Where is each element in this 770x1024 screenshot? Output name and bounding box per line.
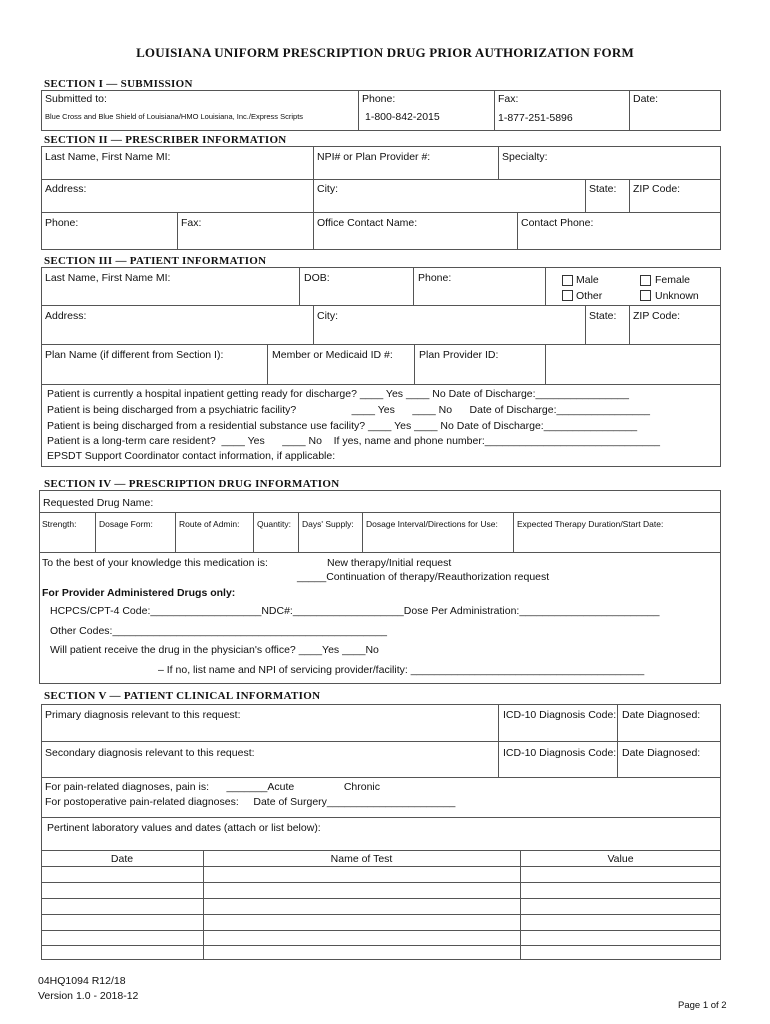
other-gender-label: Other [576,290,603,302]
male-checkbox[interactable] [562,275,573,286]
hcpcs-ndc-dose-fields[interactable]: HCPCS/CPT-4 Code:___________________NDC#:___________________Dose Per Administration:________________________ [50,605,660,617]
long-term-care-question[interactable]: Patient is a long-term care resident? ____ Yes ____ No If yes, name and phone number:______________________________ [47,435,660,447]
secondary-date-diagnosed-field[interactable]: Date Diagnosed: [622,747,701,759]
unknown-gender-checkbox[interactable] [640,290,651,301]
patient-state-field[interactable]: State: [589,310,617,322]
servicing-provider-field[interactable]: – If no, list name and NPI of servicing provider/facility: ________________________________________ [158,664,645,676]
prescriber-npi-field[interactable]: NPI# or Plan Provider #: [317,151,431,163]
physician-office-question[interactable]: Will patient receive the drug in the physician's office? ____Yes ____No [50,644,379,656]
medication-status-label: To the best of your knowledge this medication is: [42,557,268,569]
expected-therapy-field[interactable]: Expected Therapy Duration/Start Date: [517,519,664,529]
male-label: Male [576,274,599,286]
pain-type-field[interactable]: For pain-related diagnoses, pain is: _______Acute Chronic [45,781,381,793]
section-3-heading: SECTION III — PATIENT INFORMATION [44,255,267,267]
plan-name-field[interactable]: Plan Name (if different from Section I): [45,349,224,361]
primary-icd10-field[interactable]: ICD-10 Diagnosis Code: [503,709,617,721]
drug-name-field[interactable]: Requested Drug Name: [43,497,154,509]
route-of-admin-field[interactable]: Route of Admin: [179,519,240,529]
submission-date-field[interactable]: Date: [633,93,659,105]
submission-phone-label: Phone: [362,93,396,105]
prescriber-state-field[interactable]: State: [589,183,617,195]
form-title: LOUISIANA UNIFORM PRESCRIPTION DRUG PRIOR AUTHORIZATION FORM [136,45,634,60]
inpatient-discharge-question[interactable]: Patient is currently a hospital inpatient getting ready for discharge? ____ Yes ____ No Date of Discharge:________________ [47,388,629,400]
other-gender-checkbox[interactable] [562,290,573,301]
lab-col-value: Value [607,853,634,865]
lab-values-label: Pertinent laboratory values and dates (attach or list below): [47,822,321,834]
submission-fax-value: 1-877-251-5896 [498,112,573,124]
section-2-heading: SECTION II — PRESCRIBER INFORMATION [44,134,287,146]
epsdt-coordinator-field[interactable]: EPSDT Support Coordinator contact information, if applicable: [47,450,336,462]
primary-date-diagnosed-field[interactable]: Date Diagnosed: [622,709,701,721]
days-supply-field[interactable]: Days' Supply: [302,519,354,529]
submitted-to-label: Submitted to: [45,93,107,105]
prescriber-zip-field[interactable]: ZIP Code: [633,183,681,195]
section-1-heading: SECTION I — SUBMISSION [44,78,193,90]
section-5-heading: SECTION V — PATIENT CLINICAL INFORMATION [44,690,321,702]
submission-fax-label: Fax: [498,93,519,105]
primary-diagnosis-field[interactable]: Primary diagnosis relevant to this request: [45,709,241,721]
prescriber-fax-field[interactable]: Fax: [181,217,202,229]
strength-field[interactable]: Strength: [42,519,77,529]
office-contact-field[interactable]: Office Contact Name: [317,217,418,229]
psychiatric-discharge-question[interactable]: Patient is being discharged from a psychiatric facility? ____ Yes ____ No Date of Discharge:________________ [47,404,650,416]
patient-phone-field[interactable]: Phone: [418,272,452,284]
submission-phone-value: 1-800-842-2015 [365,111,440,123]
plan-provider-id-field[interactable]: Plan Provider ID: [419,349,499,361]
dosage-interval-field[interactable]: Dosage Interval/Directions for Use: [366,519,498,529]
female-label: Female [655,274,691,286]
continuation-therapy-option[interactable]: _____Continuation of therapy/Reauthorization request [297,571,550,583]
patient-city-field[interactable]: City: [317,310,338,322]
patient-name-field[interactable]: Last Name, First Name MI: [45,272,171,284]
dosage-form-field[interactable]: Dosage Form: [99,519,153,529]
patient-address-field[interactable]: Address: [45,310,87,322]
form-code: 04HQ1094 R12/18 [38,975,126,987]
prescriber-specialty-field[interactable]: Specialty: [502,151,548,163]
prescriber-phone-field[interactable]: Phone: [45,217,79,229]
patient-zip-field[interactable]: ZIP Code: [633,310,681,322]
unknown-gender-label: Unknown [655,290,699,302]
member-id-field[interactable]: Member or Medicaid ID #: [272,349,393,361]
prescriber-address-field[interactable]: Address: [45,183,87,195]
secondary-icd10-field[interactable]: ICD-10 Diagnosis Code: [503,747,617,759]
provider-administered-heading: For Provider Administered Drugs only: [42,587,236,599]
lab-col-date: Date [110,853,134,865]
other-codes-field[interactable]: Other Codes:_______________________________________________ [50,625,387,637]
substance-discharge-question[interactable]: Patient is being discharged from a residential substance use facility? ____ Yes ____ No Date of Discharge:________________ [47,420,638,432]
lab-col-test: Name of Test [330,853,393,865]
page-number: Page 1 of 2 [678,1000,727,1011]
postoperative-surgery-date-field[interactable]: For postoperative pain-related diagnoses: Date of Surgery______________________ [45,796,456,808]
submitted-to-value: Blue Cross and Blue Shield of Louisiana/HMO Louisiana, Inc./Express Scripts [45,112,304,121]
prescriber-city-field[interactable]: City: [317,183,338,195]
section-4-heading: SECTION IV — PRESCRIPTION DRUG INFORMATION [44,478,340,490]
form-version: Version 1.0 - 2018-12 [38,990,139,1002]
quantity-field[interactable]: Quantity: [257,519,292,529]
new-therapy-option[interactable]: New therapy/Initial request [327,557,452,569]
prescriber-name-field[interactable]: Last Name, First Name MI: [45,151,171,163]
female-checkbox[interactable] [640,275,651,286]
patient-dob-field[interactable]: DOB: [304,272,330,284]
contact-phone-field[interactable]: Contact Phone: [521,217,594,229]
secondary-diagnosis-field[interactable]: Secondary diagnosis relevant to this request: [45,747,255,759]
